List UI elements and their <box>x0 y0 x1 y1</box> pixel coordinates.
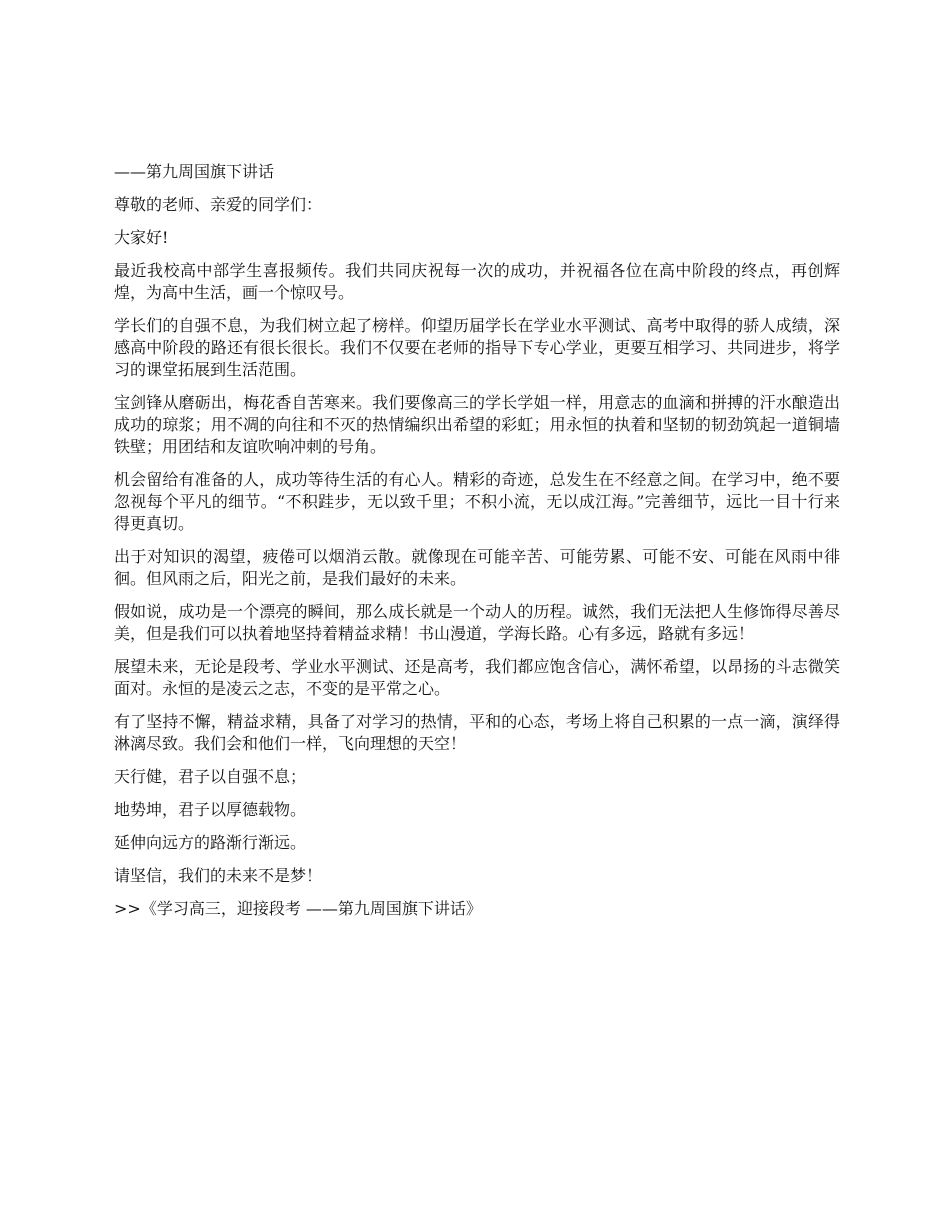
closing-line: 天行健，君子以自强不息； <box>114 767 307 786</box>
related-article-link[interactable]: >>《学习高三，迎接段考 ——第九周国旗下讲话》 <box>114 899 482 918</box>
paragraph: 有了坚持不懈，精益求精，具备了对学习的热情，平和的心态，考场上将自己积累的一点一滴，演绎得淋漓尽致。我们会和他们一样，飞向理想的天空！ <box>114 712 840 753</box>
salutation: 大家好! <box>114 228 169 247</box>
document-body <box>114 161 840 931</box>
paragraph: 展望未来，无论是段考、学业水平测试、还是高考，我们都应饱含信心，满怀希望，以昂扬的斗志微笑面对。永恒的是凌云之志，不变的是平常之心。 <box>114 657 840 698</box>
paragraph: 宝剑锋从磨砺出，梅花香自苦寒来。我们要像高三的学长学姐一样，用意志的血滴和拼搏的汗水酿造出成功的琼浆；用不凋的向往和不灭的热情编织出希望的彩虹；用永恒的执着和坚韧的韧劲筑起一道铜墙铁壁；用团结和友谊吹响冲刺的号角。 <box>114 393 840 456</box>
paragraph: 假如说，成功是一个漂亮的瞬间，那么成长就是一个动人的历程。诚然，我们无法把人生修饰得尽善尽美，但是我们可以执着地坚持着精益求精！书山漫道，学海长路。心有多远，路就有多远！ <box>114 602 840 643</box>
paragraph: 最近我校高中部学生喜报频传。我们共同庆祝每一次的成功，并祝福各位在高中阶段的终点，再创辉煌，为高中生活，画一个惊叹号。 <box>114 261 840 302</box>
closing-line: 地势坤，君子以厚德载物。 <box>114 800 307 819</box>
footer-link-line <box>114 898 840 920</box>
greeting: 尊敬的老师、亲爱的同学们： <box>114 195 323 214</box>
paragraph: 学长们的自强不息，为我们树立起了榜样。仰望历届学长在学业水平测试、高考中取得的骄人成绩，深感高中阶段的路还有很长很长。我们不仅要在老师的指导下专心学业，更要互相学习、共同进步，将学习的课堂拓展到生活范围。 <box>114 316 840 379</box>
paragraph: 出于对知识的渴望，疲倦可以烟消云散。就像现在可能辛苦、可能劳累、可能不安、可能在风雨中徘徊。但风雨之后，阳光之前，是我们最好的未来。 <box>114 547 840 588</box>
subtitle: ——第九周国旗下讲话 <box>114 162 275 181</box>
closing-line: 延伸向远方的路渐行渐远。 <box>114 833 307 852</box>
paragraph: 机会留给有准备的人，成功等待生活的有心人。精彩的奇迹，总发生在不经意之间。在学习中，绝不要忽视每个平凡的细节。“不积跬步，无以致千里；不积小流，无以成江海。”完善细节，远比一目十行来得更真切。 <box>114 470 840 533</box>
closing-line: 请坚信，我们的未来不是梦！ <box>114 866 323 885</box>
